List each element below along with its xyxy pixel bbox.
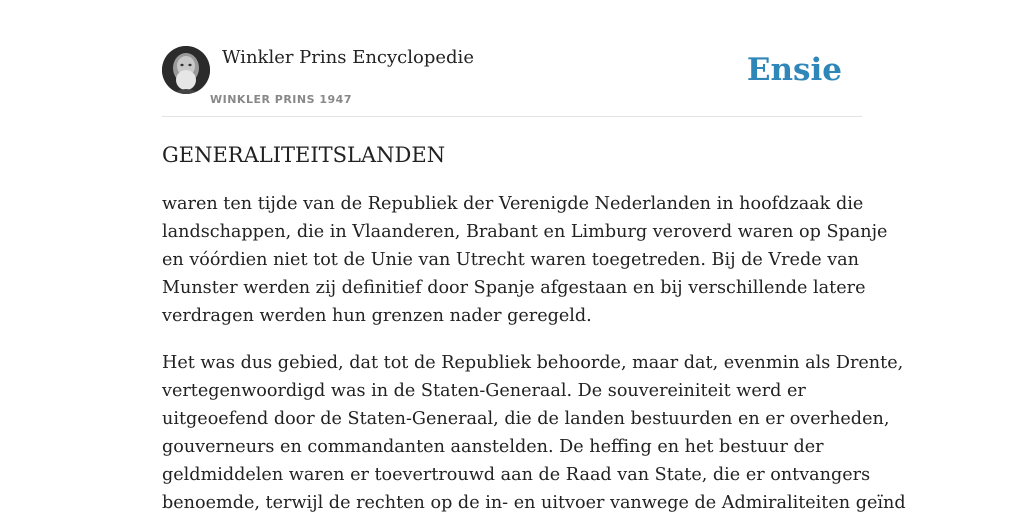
paragraph-line: en vóórdien niet tot de Unie van Utrecht waren toegetreden. Bij de Vrede van: [162, 250, 859, 270]
ensie-logo-link[interactable]: Ensie: [746, 52, 842, 88]
paragraph-line: gouverneurs en commandanten aanstelden. De heffing en het bestuur der: [162, 437, 824, 457]
source-avatar[interactable]: [162, 46, 210, 94]
article-title: GENERALITEITSLANDEN: [162, 143, 446, 167]
article-paragraph: [162, 349, 906, 512]
paragraph-line: vertegenwoordigd was in de Staten-Generaal. De souvereiniteit werd er: [162, 381, 806, 401]
article-paragraph: [162, 190, 888, 330]
paragraph-line: Het was dus gebied, dat tot de Republiek behoorde, maar dat, evenmin als Drente,: [162, 353, 904, 373]
paragraph-line: verdragen werden hun grenzen nader geregeld.: [162, 306, 592, 326]
portrait-icon: [162, 46, 210, 94]
article: [162, 139, 906, 512]
source-title[interactable]: Winkler Prins Encyclopedie: [222, 47, 474, 68]
source-subtitle: WINKLER PRINS 1947: [210, 93, 352, 106]
paragraph-line: waren ten tijde van de Republiek der Verenigde Nederlanden in hoofdzaak die: [162, 194, 864, 214]
paragraph-line: benoemde, terwijl de rechten op de in- en uitvoer vanwege de Admiraliteiten geïnd: [162, 493, 906, 512]
paragraph-line: uitgeoefend door de Staten-Generaal, die de landen bestuurden en er overheden,: [162, 409, 890, 429]
paragraph-line: landschappen, die in Vlaanderen, Brabant en Limburg veroverd waren op Spanje: [162, 222, 888, 242]
source-header: [162, 46, 862, 117]
paragraph-line: Munster werden zij definitief door Spanje afgestaan en bij verschillende latere: [162, 278, 866, 298]
paragraph-line: geldmiddelen waren er toevertrouwd aan de Raad van State, die er ontvangers: [162, 465, 871, 485]
